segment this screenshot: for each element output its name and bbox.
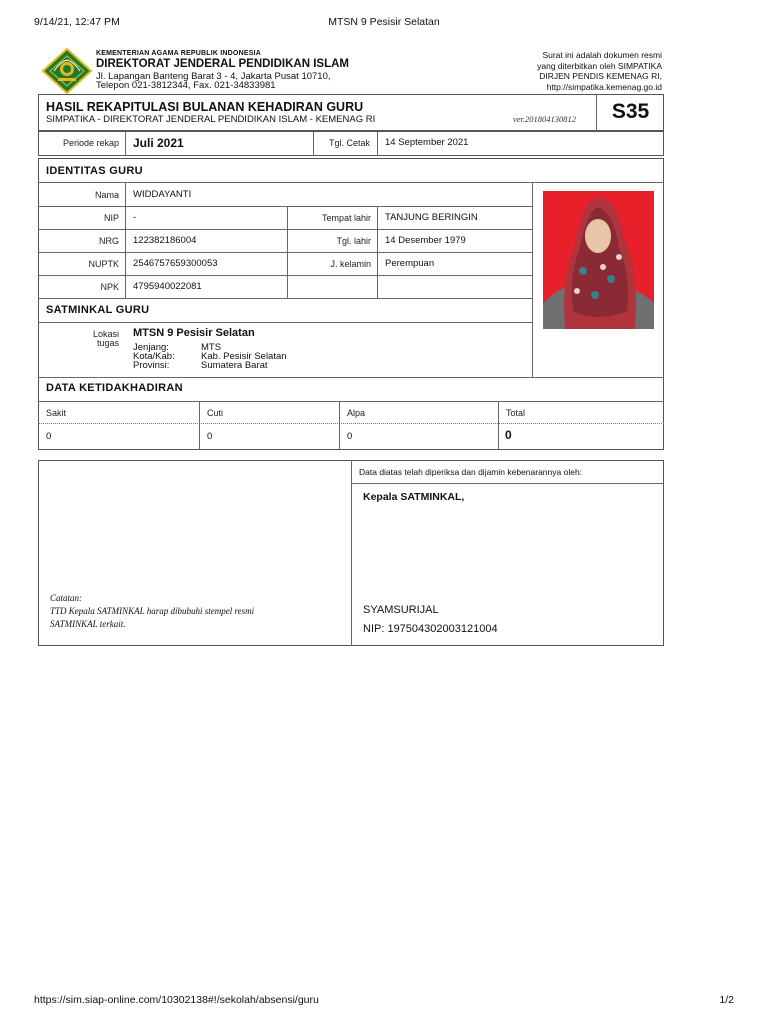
jenjang-label: Jenjang:	[133, 342, 169, 353]
nama-label: Nama	[94, 190, 119, 200]
total-value: 0	[505, 428, 512, 442]
sakit-value: 0	[46, 431, 52, 442]
report-code: S35	[611, 100, 650, 123]
nip-label: NIP	[103, 213, 119, 223]
divider	[38, 182, 664, 183]
teacher-photo	[543, 191, 654, 329]
kelamin-label: J. kelamin	[330, 259, 371, 269]
cetak-label: Tgl. Cetak	[328, 138, 370, 148]
report-title: HASIL REKAPITULASI BULANAN KEHADIRAN GURU	[46, 100, 364, 114]
kepala-nip: NIP: 197504302003121004	[363, 623, 498, 635]
school-name: MTSN 9 Pesisir Selatan	[133, 327, 255, 339]
provinsi-value: Sumatera Barat	[201, 360, 268, 371]
divider	[38, 322, 532, 323]
divider	[38, 275, 532, 276]
divider	[38, 298, 532, 299]
divider	[377, 206, 378, 298]
alpa-value: 0	[347, 431, 353, 442]
catatan-line-1: TTD Kepala SATMINKAL harap dibubuhi stempel resmi	[50, 606, 255, 616]
kota-label: Kota/Kab:	[133, 351, 175, 362]
tgl-lahir-label: Tgl. lahir	[336, 236, 371, 246]
lokasi-label: Lokasi	[92, 329, 119, 339]
divider	[199, 401, 200, 450]
alpa-header: Alpa	[347, 408, 366, 418]
catatan-line-2: SATMINKAL terkait.	[50, 619, 126, 629]
nrg-label: NRG	[99, 236, 119, 246]
divider	[125, 131, 126, 156]
print-page-title: MTSN 9 Pesisir Selatan	[328, 16, 440, 28]
ministry-name: KEMENTERIAN AGAMA REPUBLIK INDONESIA	[96, 50, 261, 57]
total-header: Total	[506, 408, 526, 418]
header-phone: Telepon 021-3812344, Fax. 021-34833981	[96, 80, 276, 91]
divider	[38, 206, 532, 207]
divider	[351, 460, 352, 646]
nuptk-value: 2546757659300053	[133, 258, 218, 269]
tgl-lahir-value: 14 Desember 1979	[385, 235, 466, 246]
tempat-lahir-value: TANJUNG BERINGIN	[385, 212, 478, 223]
catatan-label: Catatan:	[50, 593, 83, 603]
directorate-name: DIREKTORAT JENDERAL PENDIDIKAN ISLAM	[96, 58, 350, 70]
tugas-label: tugas	[96, 338, 119, 348]
kelamin-value: Perempuan	[385, 258, 435, 269]
tempat-lahir-label: Tempat lahir	[321, 213, 371, 223]
report-subtitle: SIMPATIKA - DIREKTORAT JENDERAL PENDIDIKAN ISLAM - KEMENAG RI	[46, 114, 376, 125]
divider	[38, 401, 664, 402]
official-note-line: yang diterbitkan oleh SIMPATIKA	[537, 60, 662, 71]
official-note-line: Surat ini adalah dokumen resmi	[542, 50, 662, 60]
divider	[38, 377, 664, 378]
divider	[38, 423, 664, 424]
npk-value: 4795940022081	[133, 281, 202, 292]
kemenag-logo	[42, 48, 92, 94]
cetak-value: 14 September 2021	[385, 137, 469, 148]
divider	[339, 401, 340, 450]
identitas-heading: IDENTITAS GURU	[46, 165, 143, 177]
kepala-role: Kepala SATMINKAL,	[363, 491, 465, 503]
header-address: Jl. Lapangan Banteng Barat 3 - 4, Jakarta Pusat 10710,	[96, 71, 331, 82]
print-url[interactable]: https://sim.siap-online.com/10302138#!/sekolah/absensi/guru	[34, 994, 319, 1006]
provinsi-label: Provinsi:	[133, 360, 170, 371]
print-datetime: 9/14/21, 12:47 PM	[34, 16, 120, 28]
official-note	[490, 50, 662, 92]
periode-value: Juli 2021	[133, 136, 184, 150]
divider	[532, 182, 533, 377]
ketidakhadiran-heading: DATA KETIDAKHADIRAN	[46, 382, 183, 394]
satminkal-heading: SATMINKAL GURU	[46, 304, 150, 316]
cuti-header: Cuti	[207, 408, 224, 418]
official-note-line: DIRJEN PENDIS KEMENAG RI,	[539, 71, 662, 81]
nrg-value: 122382186004	[133, 235, 197, 246]
jenjang-value: MTS	[201, 342, 222, 353]
verified-text: Data diatas telah diperiksa dan dijamin kebenarannya oleh:	[359, 467, 583, 477]
nama-value: WIDDAYANTI	[133, 189, 192, 200]
simpatika-link[interactable]: http://simpatika.kemenag.go.id	[546, 81, 662, 92]
cuti-value: 0	[207, 431, 213, 442]
nip-value: -	[133, 212, 137, 223]
kota-value: Kab. Pesisir Selatan	[201, 351, 287, 362]
kepala-name: SYAMSURIJAL	[363, 604, 439, 616]
npk-label: NPK	[100, 282, 119, 292]
report-version: ver.201804130812	[513, 114, 577, 124]
divider	[38, 229, 532, 230]
nuptk-label: NUPTK	[88, 259, 119, 269]
divider	[38, 252, 532, 253]
divider	[125, 182, 126, 298]
print-page-number: 1/2	[719, 994, 734, 1006]
sakit-header: Sakit	[46, 408, 67, 418]
periode-label: Periode rekap	[62, 138, 119, 148]
divider	[498, 401, 499, 450]
divider	[351, 483, 664, 484]
divider	[377, 131, 378, 156]
